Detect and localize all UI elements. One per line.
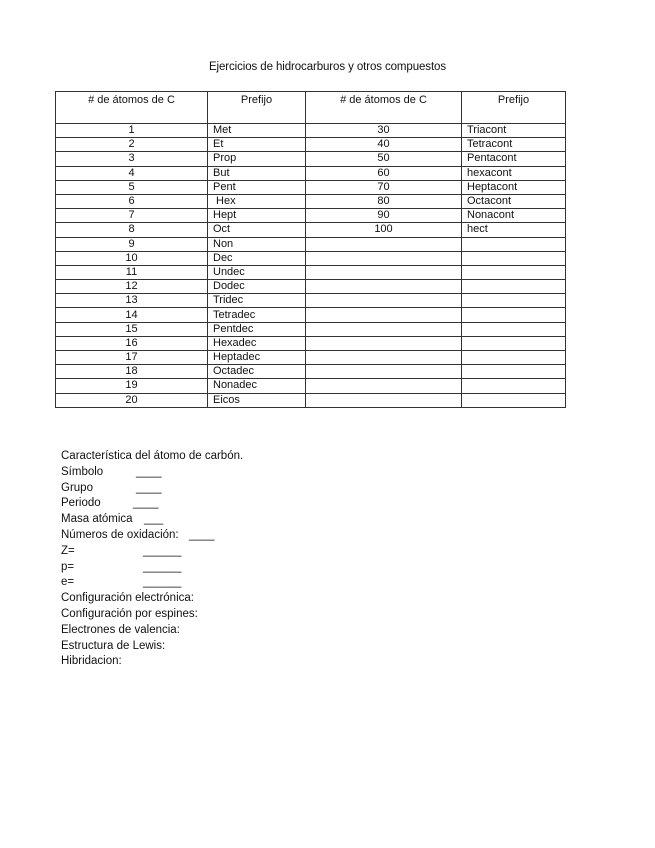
prefix-cell: Hex xyxy=(208,194,306,208)
carbon-field xyxy=(61,654,243,670)
table-header-row xyxy=(56,92,566,122)
carbon-field xyxy=(61,528,243,544)
atom-count-cell: 4 xyxy=(56,166,208,180)
atom-count-cell xyxy=(306,251,462,265)
field-label: Periodo xyxy=(61,497,101,510)
atom-count-cell: 6 xyxy=(56,194,208,208)
answer-blank: ______ xyxy=(143,544,182,557)
prefix-table-body xyxy=(56,124,566,408)
table-row xyxy=(56,237,566,251)
prefix-cell: Undec xyxy=(208,265,306,279)
prefix-cell xyxy=(462,265,566,279)
carbon-field xyxy=(61,481,243,497)
table-row xyxy=(56,124,566,138)
prefix-cell: Hept xyxy=(208,209,306,223)
prefix-cell: hexacont xyxy=(462,166,566,180)
table-row xyxy=(56,322,566,336)
prefix-cell xyxy=(462,336,566,350)
document-title: Ejercicios de hidrocarburos y otros compuestos xyxy=(208,61,446,73)
field-label: Números de oxidación: xyxy=(61,528,179,541)
atom-count-cell xyxy=(306,393,462,407)
field-label: Masa atómica xyxy=(61,513,133,526)
table-row xyxy=(56,280,566,294)
prefix-cell: Non xyxy=(208,237,306,251)
field-label: e= xyxy=(61,576,75,589)
table-row xyxy=(56,308,566,322)
atom-count-cell xyxy=(306,336,462,350)
prefix-cell: Dodec xyxy=(208,280,306,294)
header-prefix-1: Prefijo xyxy=(208,92,306,122)
atom-count-cell: 40 xyxy=(306,138,462,152)
carbon-field xyxy=(61,639,243,655)
answer-blank: ___ xyxy=(144,513,164,526)
atom-count-cell: 80 xyxy=(306,194,462,208)
atom-count-cell xyxy=(306,351,462,365)
carbon-heading: Característica del átomo de carbón. xyxy=(61,450,244,462)
prefix-cell: hect xyxy=(462,223,566,237)
prefix-cell: Octadec xyxy=(208,365,306,379)
carbon-characteristics xyxy=(61,449,243,670)
prefix-cell: Prop xyxy=(208,152,306,166)
answer-blank: ______ xyxy=(143,576,182,589)
prefix-cell: Et xyxy=(208,138,306,152)
atom-count-cell xyxy=(306,308,462,322)
atom-count-cell xyxy=(306,294,462,308)
prefix-cell xyxy=(462,322,566,336)
answer-blank: ____ xyxy=(136,465,162,478)
prefix-cell: Oct xyxy=(208,223,306,237)
prefix-cell: Nonadec xyxy=(208,379,306,393)
table-row xyxy=(56,336,566,350)
carbon-field xyxy=(61,496,243,512)
atom-count-cell: 30 xyxy=(306,124,462,138)
prefix-cell xyxy=(462,237,566,251)
table-row xyxy=(56,138,566,152)
carbon-field xyxy=(61,544,243,560)
atom-count-cell: 10 xyxy=(56,251,208,265)
prefix-cell: Eicos xyxy=(208,393,306,407)
atom-count-cell: 70 xyxy=(306,180,462,194)
field-label: Z= xyxy=(61,544,75,557)
prefix-cell xyxy=(462,251,566,265)
answer-blank: ______ xyxy=(143,560,182,573)
carbon-field xyxy=(61,623,243,639)
prefix-cell: Heptacont xyxy=(462,180,566,194)
field-label: Grupo xyxy=(61,481,93,494)
atom-count-cell: 18 xyxy=(56,365,208,379)
field-label: Estructura de Lewis: xyxy=(61,639,166,652)
atom-count-cell: 11 xyxy=(56,265,208,279)
prefix-table xyxy=(55,91,566,408)
atom-count-cell xyxy=(306,322,462,336)
prefix-cell: But xyxy=(208,166,306,180)
table-row xyxy=(56,365,566,379)
carbon-field xyxy=(61,607,243,623)
atom-count-cell: 3 xyxy=(56,152,208,166)
atom-count-cell: 20 xyxy=(56,393,208,407)
field-label: Configuración electrónica: xyxy=(61,592,194,605)
atom-count-cell xyxy=(306,265,462,279)
table-row xyxy=(56,393,566,407)
atom-count-cell: 12 xyxy=(56,280,208,294)
answer-blank: ____ xyxy=(136,481,162,494)
field-label: p= xyxy=(61,560,75,573)
atom-count-cell: 9 xyxy=(56,237,208,251)
table-row xyxy=(56,379,566,393)
table-row xyxy=(56,209,566,223)
atom-count-cell: 19 xyxy=(56,379,208,393)
prefix-cell xyxy=(462,351,566,365)
atom-count-cell: 16 xyxy=(56,336,208,350)
answer-blank: ____ xyxy=(133,497,159,510)
atom-count-cell: 17 xyxy=(56,351,208,365)
carbon-field xyxy=(61,512,243,528)
atom-count-cell: 1 xyxy=(56,124,208,138)
table-row xyxy=(56,166,566,180)
prefix-cell: Heptadec xyxy=(208,351,306,365)
atom-count-cell xyxy=(306,237,462,251)
table-row xyxy=(56,294,566,308)
atom-count-cell: 50 xyxy=(306,152,462,166)
table-row xyxy=(56,180,566,194)
carbon-field xyxy=(61,465,243,481)
answer-blank: ____ xyxy=(189,528,215,541)
atom-count-cell: 13 xyxy=(56,294,208,308)
prefix-cell: Met xyxy=(208,124,306,138)
atom-count-cell: 15 xyxy=(56,322,208,336)
header-atoms-2: # de átomos de C xyxy=(306,92,462,122)
field-label: Electrones de valencia: xyxy=(61,623,180,636)
table-row xyxy=(56,251,566,265)
prefix-cell: Pentacont xyxy=(462,152,566,166)
prefix-cell: Octacont xyxy=(462,194,566,208)
atom-count-cell xyxy=(306,280,462,294)
atom-count-cell: 7 xyxy=(56,209,208,223)
carbon-field xyxy=(61,591,243,607)
table-row xyxy=(56,152,566,166)
carbon-field xyxy=(61,575,243,591)
header-prefix-2: Prefijo xyxy=(462,92,566,122)
field-label: Configuración por espines: xyxy=(61,607,198,620)
prefix-cell xyxy=(462,280,566,294)
prefix-cell: Pentdec xyxy=(208,322,306,336)
prefix-cell: Hexadec xyxy=(208,336,306,350)
atom-count-cell: 100 xyxy=(306,223,462,237)
prefix-cell: Tetradec xyxy=(208,308,306,322)
prefix-cell xyxy=(462,379,566,393)
prefix-cell: Tridec xyxy=(208,294,306,308)
table-row xyxy=(56,351,566,365)
prefix-cell: Tetracont xyxy=(462,138,566,152)
table-row xyxy=(56,265,566,279)
field-label: Hibridacion: xyxy=(61,655,122,668)
table-row xyxy=(56,194,566,208)
atom-count-cell: 14 xyxy=(56,308,208,322)
prefix-cell xyxy=(462,393,566,407)
prefix-cell: Dec xyxy=(208,251,306,265)
atom-count-cell xyxy=(306,379,462,393)
atom-count-cell: 60 xyxy=(306,166,462,180)
header-atoms-1: # de átomos de C xyxy=(56,92,208,122)
atom-count-cell: 2 xyxy=(56,138,208,152)
atom-count-cell: 5 xyxy=(56,180,208,194)
atom-count-cell: 8 xyxy=(56,223,208,237)
prefix-cell xyxy=(462,308,566,322)
atom-count-cell: 90 xyxy=(306,209,462,223)
table-row xyxy=(56,223,566,237)
atom-count-cell xyxy=(306,365,462,379)
prefix-cell: Nonacont xyxy=(462,209,566,223)
prefix-cell xyxy=(462,365,566,379)
field-label: Símbolo xyxy=(61,465,104,478)
prefix-cell: Triacont xyxy=(462,124,566,138)
prefix-cell xyxy=(462,294,566,308)
prefix-cell: Pent xyxy=(208,180,306,194)
carbon-field xyxy=(61,560,243,576)
